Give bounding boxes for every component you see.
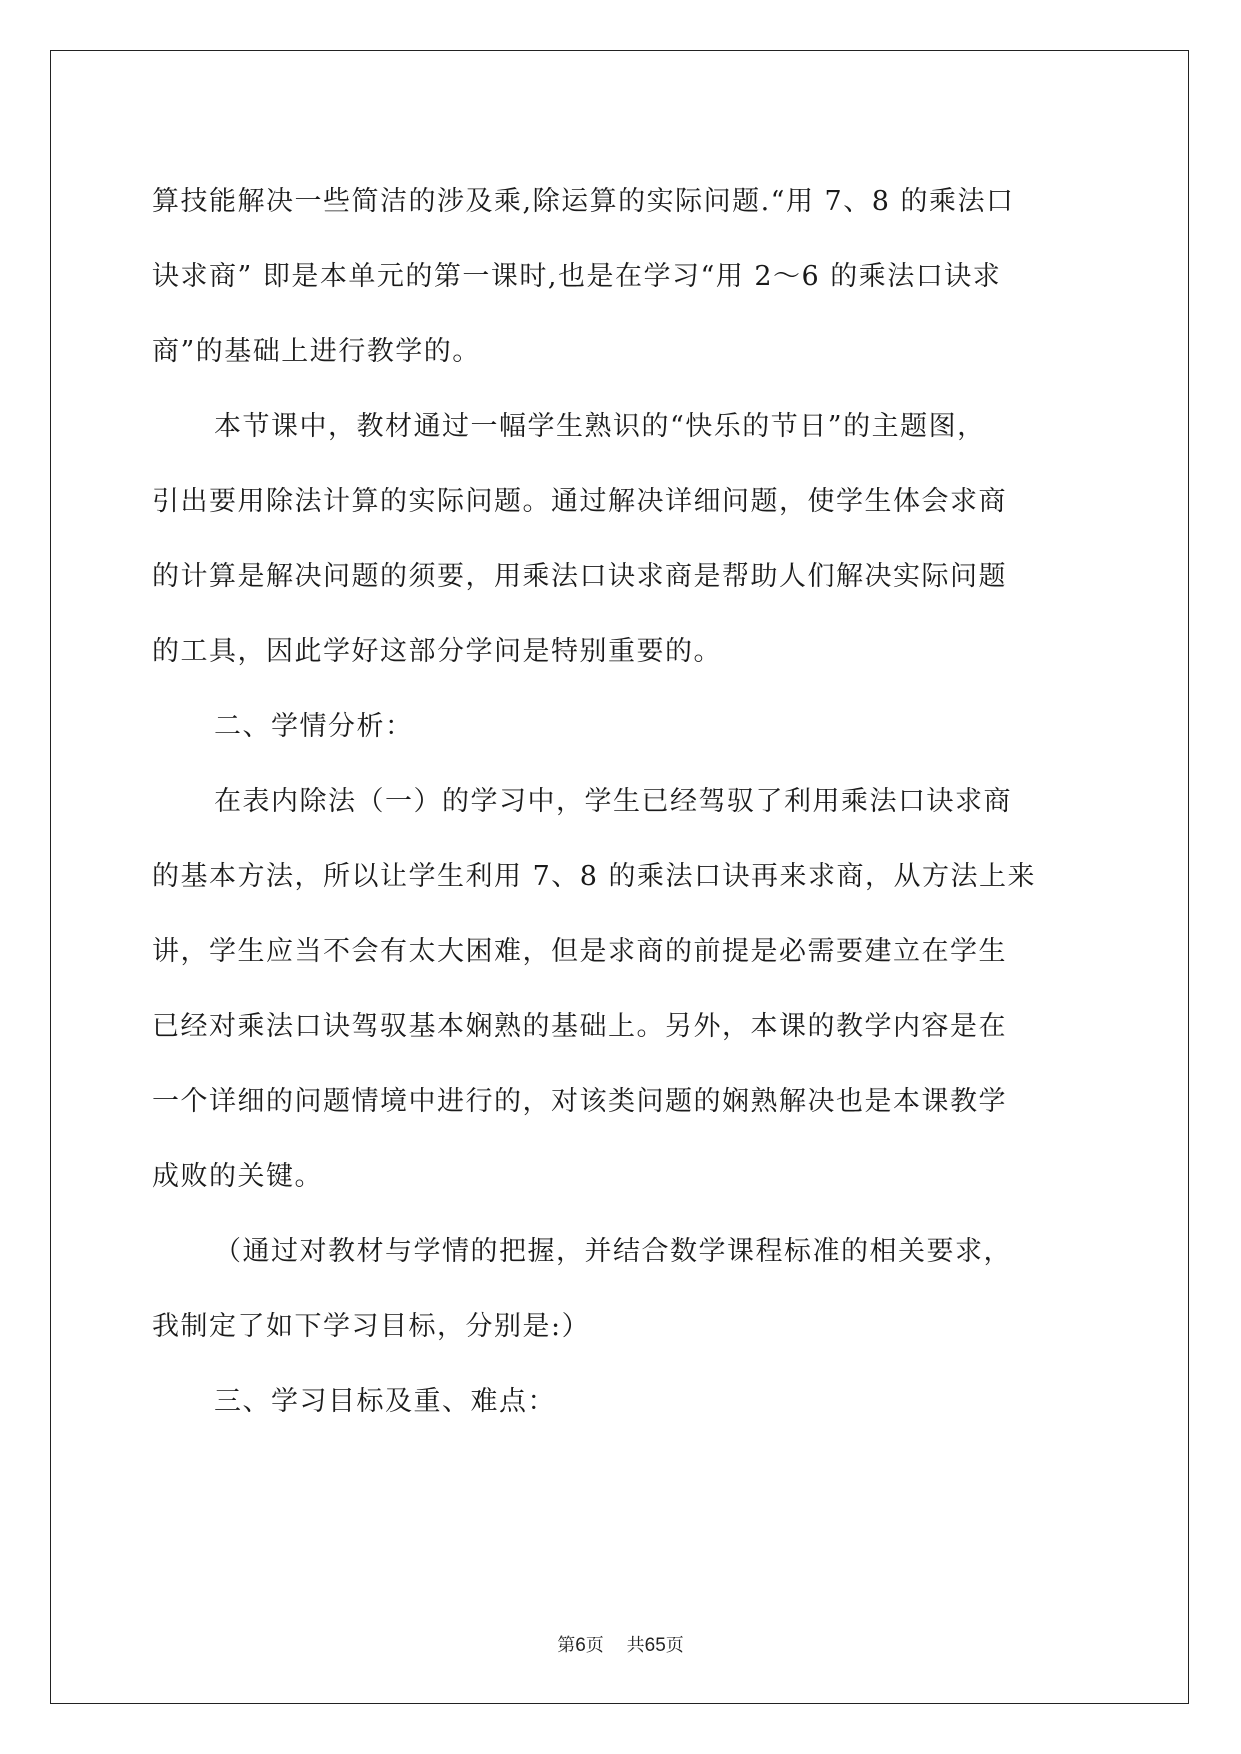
text-line: 一个详细的问题情境中进行的，对该类问题的娴熟解决也是本课教学 xyxy=(152,1086,1007,1117)
text-line: 商”的基础上进行教学的。 xyxy=(152,336,481,367)
document-body xyxy=(152,164,1090,1439)
text-line: 讲，学生应当不会有太大困难，但是求商的前提是必需要建立在学生 xyxy=(152,936,1007,967)
total-suffix: 页 xyxy=(665,1635,684,1656)
text-line: 在表内除法（一）的学习中，学生已经驾驭了利用乘法口诀求商 xyxy=(214,786,1012,817)
text-line: 成败的关键。 xyxy=(152,1161,323,1192)
text-line: 的基本方法，所以让学生利用 7、8 的乘法口诀再来求商，从方法上来 xyxy=(152,861,1037,892)
section-heading-objectives: 三、学习目标及重、难点： xyxy=(214,1386,556,1417)
total-pages: 65 xyxy=(644,1635,666,1656)
text-line: 本节课中，教材通过一幅学生熟识的“快乐的节日”的主题图， xyxy=(214,411,986,442)
page-prefix: 第 xyxy=(557,1635,576,1656)
text-line: 的工具，因此学好这部分学问是特别重要的。 xyxy=(152,636,722,667)
text-line: 算技能解决一些简洁的涉及乘,除运算的实际问题.“用 7、8 的乘法口 xyxy=(152,186,1015,217)
text-line: 引出要用除法计算的实际问题。通过解决详细问题，使学生体会求商 xyxy=(152,486,1007,517)
text-line: 诀求商” 即是本单元的第一课时,也是在学习“用 2～6 的乘法口诀求 xyxy=(152,261,1002,292)
section-heading-learning-analysis: 二、学情分析： xyxy=(214,711,414,742)
text-line: 已经对乘法口诀驾驭基本娴熟的基础上。另外，本课的教学内容是在 xyxy=(152,1011,1007,1042)
total-prefix: 共 xyxy=(626,1635,645,1656)
page-number: 6 xyxy=(575,1635,586,1656)
text-line: 的计算是解决问题的须要，用乘法口诀求商是帮助人们解决实际问题 xyxy=(152,561,1007,592)
text-line: 我制定了如下学习目标，分别是:） xyxy=(152,1311,591,1342)
text-line: （通过对教材与学情的把握，并结合数学课程标准的相关要求， xyxy=(214,1236,1012,1267)
page-suffix: 页 xyxy=(585,1635,604,1656)
page-footer xyxy=(0,1631,1241,1657)
